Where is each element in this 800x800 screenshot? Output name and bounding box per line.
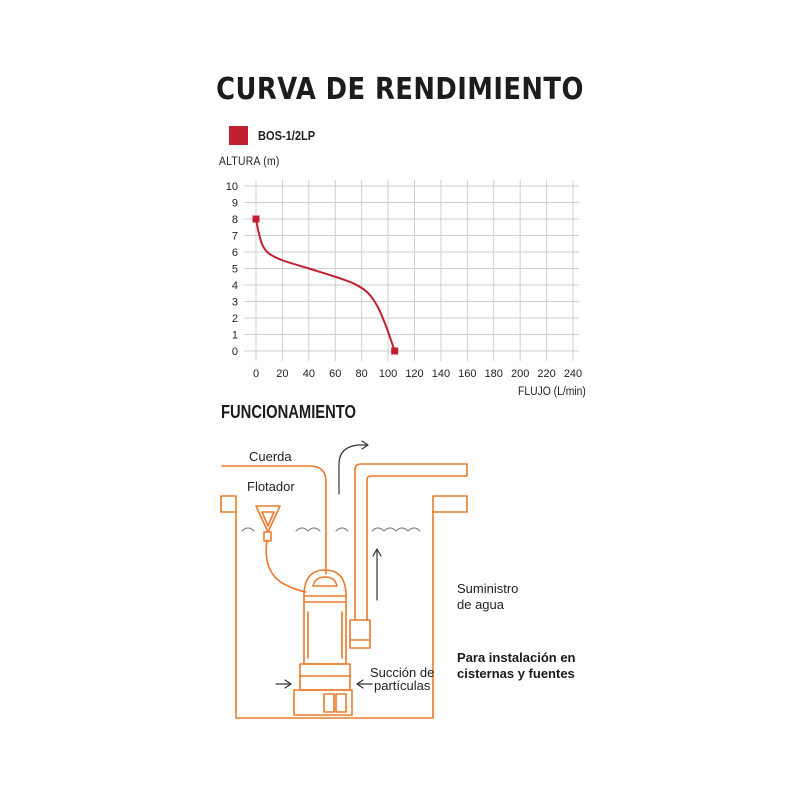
x-axis-label: FLUJO (L/min) — [518, 386, 586, 398]
x-tick-label: 160 — [458, 368, 477, 380]
flow-up-arrow — [373, 549, 381, 600]
y-tick-label: 5 — [231, 263, 238, 276]
y-axis-label: ALTURA (m) — [219, 156, 280, 168]
x-tick-label: 220 — [537, 368, 556, 380]
float — [256, 506, 280, 532]
x-tick-label: 60 — [329, 368, 342, 380]
label-flotador: Flotador — [247, 479, 295, 494]
x-tick-label: 120 — [405, 368, 424, 380]
label-suministro-2: de agua — [457, 597, 504, 612]
y-tick-label: 3 — [231, 296, 238, 309]
y-tick-label: 1 — [231, 329, 238, 342]
label-cuerda: Cuerda — [249, 449, 292, 464]
section-title: FUNCIONAMIENTO — [221, 402, 357, 422]
x-tick-label: 140 — [431, 368, 451, 380]
y-tick-label: 0 — [231, 346, 238, 358]
x-tick-label: 100 — [378, 368, 398, 380]
suction-arrow-left — [276, 680, 291, 688]
y-tick-label: 10 — [225, 181, 238, 193]
tank-lip-left — [221, 496, 236, 512]
y-tick-label: 8 — [231, 214, 238, 226]
discharge-pipe — [355, 464, 467, 620]
x-tick-label: 40 — [302, 368, 315, 380]
legend-swatch — [229, 126, 248, 145]
pump-handle — [304, 570, 346, 596]
y-tick-labels — [226, 181, 238, 358]
series-marker — [253, 216, 260, 223]
label-install-2: cisternas y fuentes — [457, 666, 575, 681]
x-tick-labels — [253, 368, 582, 380]
float-cable — [266, 540, 306, 592]
y-tick-label: 7 — [231, 230, 238, 243]
x-tick-label: 20 — [276, 368, 289, 380]
legend-label: BOS-1/2LP — [258, 128, 316, 143]
x-tick-label: 200 — [510, 368, 530, 380]
x-tick-label: 240 — [563, 368, 583, 380]
tank-lip-right — [433, 496, 467, 512]
pump-outlet — [350, 620, 370, 648]
y-tick-label: 9 — [231, 197, 238, 210]
suction-arrow-right — [357, 680, 372, 688]
label-succion-2: partículas — [374, 678, 431, 693]
x-tick-label: 180 — [484, 368, 503, 380]
label-suministro-1: Suministro — [457, 581, 519, 596]
pump-body — [304, 596, 346, 664]
chart-grid — [244, 180, 579, 361]
x-tick-label: 80 — [355, 368, 368, 380]
y-tick-label: 4 — [231, 280, 238, 292]
x-tick-label: 0 — [252, 368, 260, 380]
series-marker — [391, 348, 398, 355]
label-succion-1: Succión de — [370, 665, 435, 680]
chart-title: CURVA DE RENDIMIENTO — [216, 72, 584, 107]
label-install-1: Para instalación en — [457, 650, 576, 665]
y-tick-label: 6 — [231, 247, 238, 259]
y-tick-label: 2 — [231, 313, 238, 325]
discharge-arrow — [339, 445, 366, 494]
